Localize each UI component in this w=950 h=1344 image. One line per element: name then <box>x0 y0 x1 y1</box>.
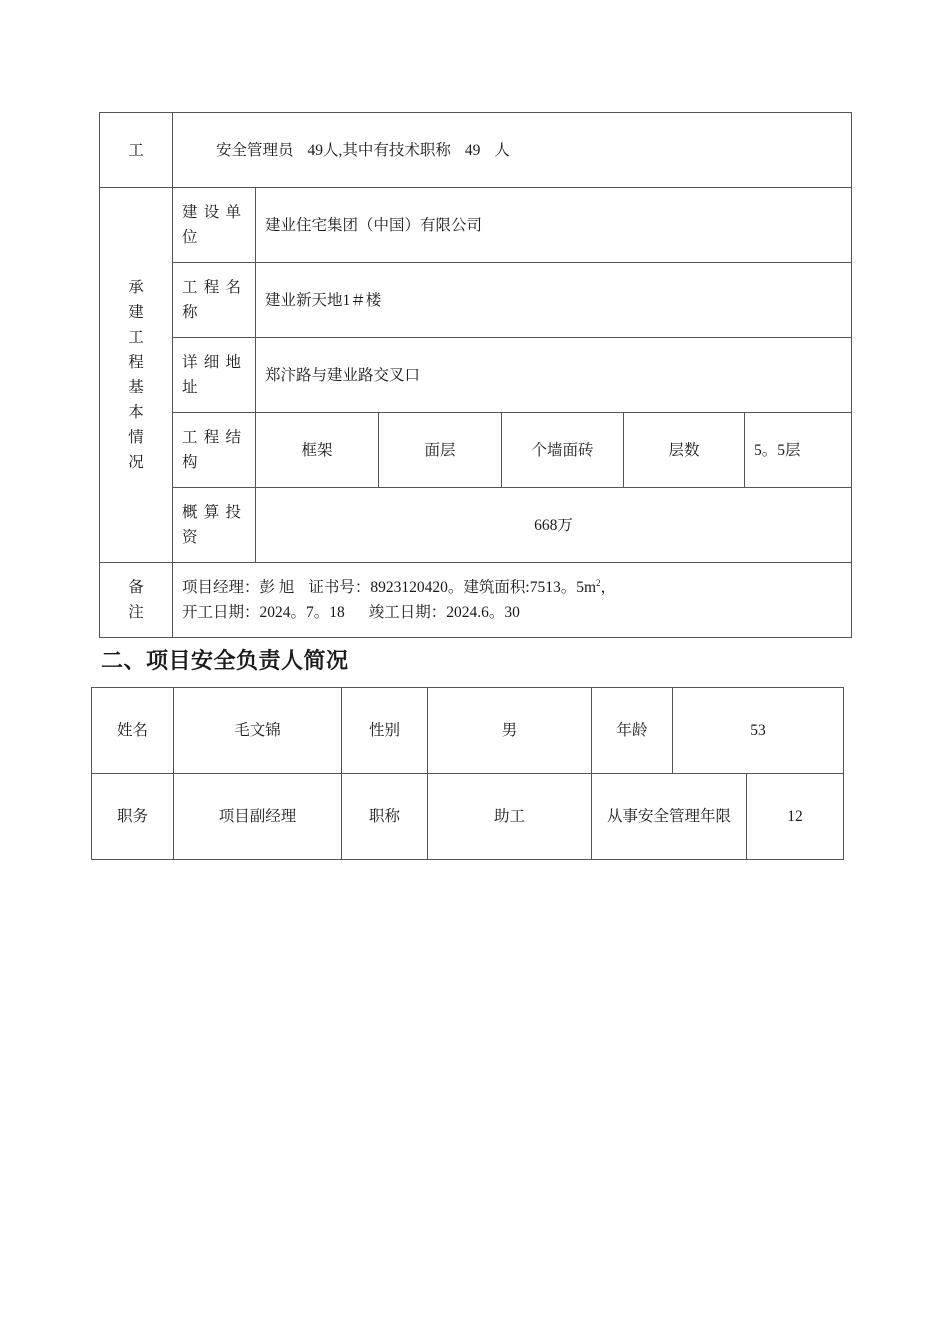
safety-person-row-2 <box>92 774 844 860</box>
project-info-table <box>99 112 852 638</box>
years-value: 12 <box>747 774 844 860</box>
builder-value: 建业住宅集团（中国）有限公司 <box>256 188 852 263</box>
area-suffix: ， <box>600 579 617 596</box>
side-label-char: 情 <box>128 429 144 446</box>
title-label: 职称 <box>342 774 428 860</box>
side-label-char: 承 <box>128 279 144 296</box>
staff-count-1: 49 <box>307 141 324 159</box>
name-label: 姓名 <box>92 688 174 774</box>
side-label-char: 工 <box>128 329 144 346</box>
section-title: 二、项目安全负责人简况 <box>101 649 349 674</box>
investment-row <box>100 488 852 563</box>
staff-label: 工 <box>100 113 173 188</box>
gender-label: 性别 <box>342 688 428 774</box>
floors-label: 层数 <box>624 413 745 488</box>
start-date: 2024。7。18 <box>259 604 345 621</box>
manager-prefix: 项目经理： <box>182 579 260 596</box>
side-label-char: 建 <box>128 304 144 321</box>
investment-value: 668万 <box>256 488 852 563</box>
years-label: 从事安全管理年限 <box>592 774 747 860</box>
staff-summary <box>173 113 852 188</box>
age-value: 53 <box>673 688 844 774</box>
manager-name: 彭 旭 <box>259 579 295 596</box>
remarks-label <box>100 563 173 638</box>
side-label-char: 程 <box>128 354 144 371</box>
staff-count-2: 49 <box>464 141 481 159</box>
position-value: 项目副经理 <box>174 774 342 860</box>
remarks-label-char: 备 <box>128 579 144 596</box>
investment-label: 概算投资 <box>173 488 256 563</box>
address-row <box>100 338 852 413</box>
structure-type: 框架 <box>256 413 379 488</box>
address-label: 详细地址 <box>173 338 256 413</box>
remarks-row <box>100 563 852 638</box>
project-name-value: 建业新天地1＃楼 <box>256 263 852 338</box>
floors-value: 5。5层 <box>745 413 852 488</box>
remarks-label-char: 注 <box>128 604 144 621</box>
builder-row <box>100 188 852 263</box>
side-label-char: 基 <box>128 379 144 396</box>
surface-value: 个墙面砖 <box>502 413 624 488</box>
age-label: 年龄 <box>592 688 673 774</box>
name-value: 毛文锦 <box>174 688 342 774</box>
structure-row <box>100 413 852 488</box>
cert-number: 8923120420 <box>370 579 448 596</box>
staff-row <box>100 113 852 188</box>
project-name-row <box>100 263 852 338</box>
remarks-line-2 <box>182 600 851 625</box>
staff-text-2: 人,其中有技术职称 <box>323 141 451 159</box>
remarks-line-1 <box>182 575 851 600</box>
safety-person-table <box>91 687 844 860</box>
project-name-label: 工程名称 <box>173 263 256 338</box>
gender-value: 男 <box>428 688 592 774</box>
staff-text-3: 人 <box>494 141 510 159</box>
side-label-char: 本 <box>128 404 144 421</box>
side-label-char: 况 <box>128 454 144 471</box>
project-basic-info-label <box>100 188 173 563</box>
title-value: 助工 <box>428 774 592 860</box>
building-area: 。建筑面积:7513。5m <box>447 579 597 596</box>
remarks-content <box>173 563 852 638</box>
cert-prefix: 证书号： <box>308 579 371 596</box>
address-value: 郑汴路与建业路交叉口 <box>256 338 852 413</box>
area-superscript: 2 <box>596 578 601 588</box>
start-prefix: 开工日期： <box>182 604 260 621</box>
position-label: 职务 <box>92 774 174 860</box>
end-prefix: 竣工日期： <box>368 604 447 621</box>
surface-label: 面层 <box>379 413 502 488</box>
structure-label: 工程结构 <box>173 413 256 488</box>
staff-text-1: 安全管理员 <box>216 141 294 159</box>
builder-label: 建设单位 <box>173 188 256 263</box>
safety-person-row-1 <box>92 688 844 774</box>
end-date: 2024.6。30 <box>446 604 520 621</box>
